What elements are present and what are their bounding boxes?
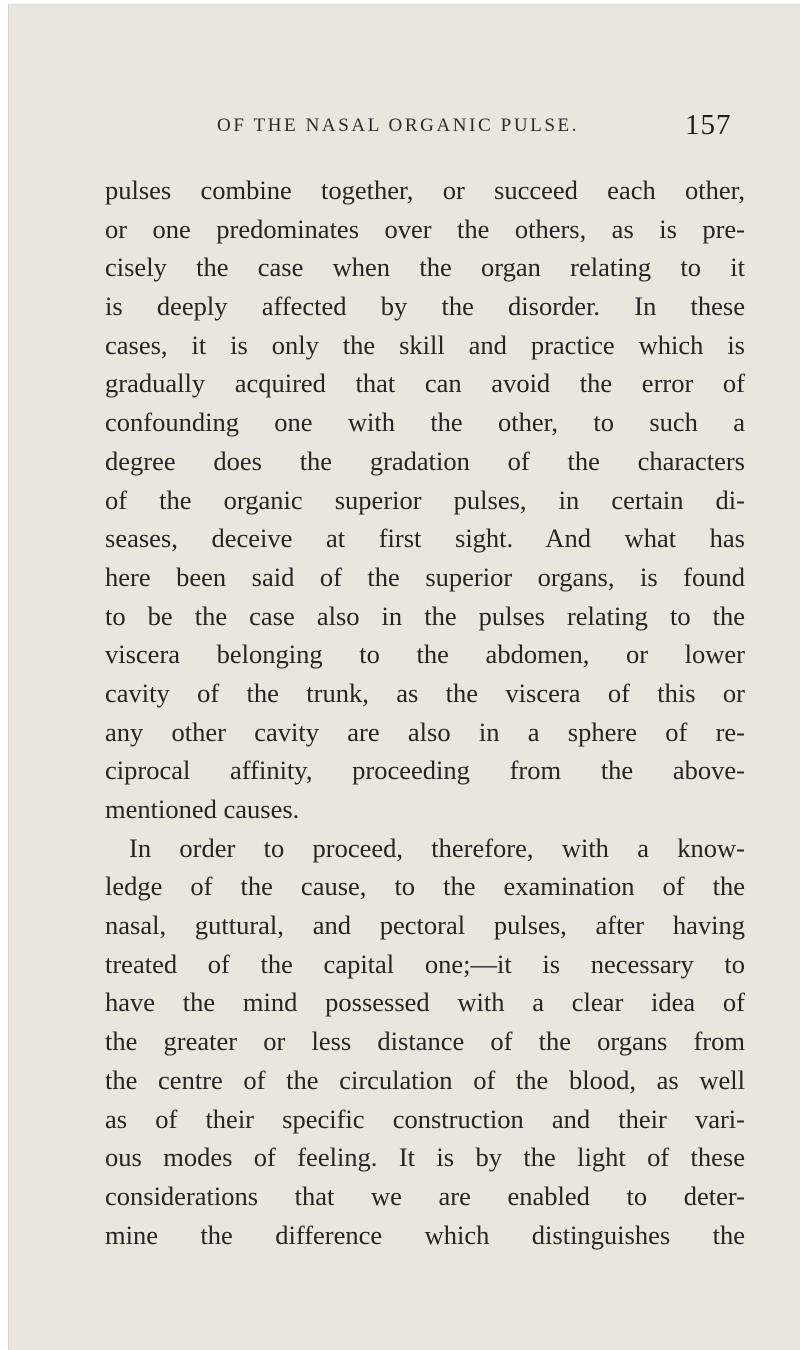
text-line: degree does the gradation of the characters	[105, 445, 745, 476]
text-line: or one predominates over the others, as is pre-	[105, 213, 745, 244]
text-line: cavity of the trunk, as the viscera of this or	[105, 677, 745, 708]
text-line: mine the difference which distinguishes the	[105, 1219, 745, 1250]
text-line: to be the case also in the pulses relating to the	[105, 600, 745, 631]
page-header	[9, 109, 800, 145]
text-line: cases, it is only the skill and practice which is	[105, 329, 745, 360]
text-line: cisely the case when the organ relating to it	[105, 252, 745, 283]
text-line: any other cavity are also in a sphere of re-	[105, 716, 745, 747]
text-line: of the organic superior pulses, in certain di-	[105, 484, 745, 515]
text-line: ous modes of feeling. It is by the light of these	[105, 1142, 745, 1173]
text-line: as of their specific construction and their vari-	[105, 1103, 745, 1134]
page-number: 157	[685, 109, 732, 141]
body-text	[105, 171, 745, 1254]
text-line: nasal, guttural, and pectoral pulses, after having	[105, 910, 745, 941]
text-line: the greater or less distance of the organs from	[105, 1026, 745, 1057]
text-line: mentioned causes.	[105, 794, 300, 824]
text-line: here been said of the superior organs, is found	[105, 561, 745, 592]
text-line: ledge of the cause, to the examination of the	[105, 871, 745, 902]
running-head: OF THE NASAL ORGANIC PULSE.	[217, 115, 580, 136]
text-line: seases, deceive at first sight. And what has	[105, 523, 745, 554]
text-line: considerations that we are enabled to deter-	[105, 1180, 745, 1211]
text-line: is deeply affected by the disorder. In these	[105, 291, 745, 322]
text-line: confounding one with the other, to such a	[105, 407, 745, 438]
text-line: treated of the capital one;—it is necessary to	[105, 948, 745, 979]
text-line: viscera belonging to the abdomen, or lower	[105, 639, 745, 670]
text-line: ciprocal affinity, proceeding from the above-	[105, 755, 745, 786]
book-page	[8, 4, 800, 1350]
text-line: have the mind possessed with a clear idea of	[105, 987, 745, 1018]
text-line: pulses combine together, or succeed each other,	[105, 175, 745, 205]
text-line: the centre of the circulation of the blood, as well	[105, 1064, 745, 1095]
text-line: gradually acquired that can avoid the error of	[105, 368, 745, 399]
paragraph-first-line: In order to proceed, therefore, with a know-	[129, 832, 745, 863]
